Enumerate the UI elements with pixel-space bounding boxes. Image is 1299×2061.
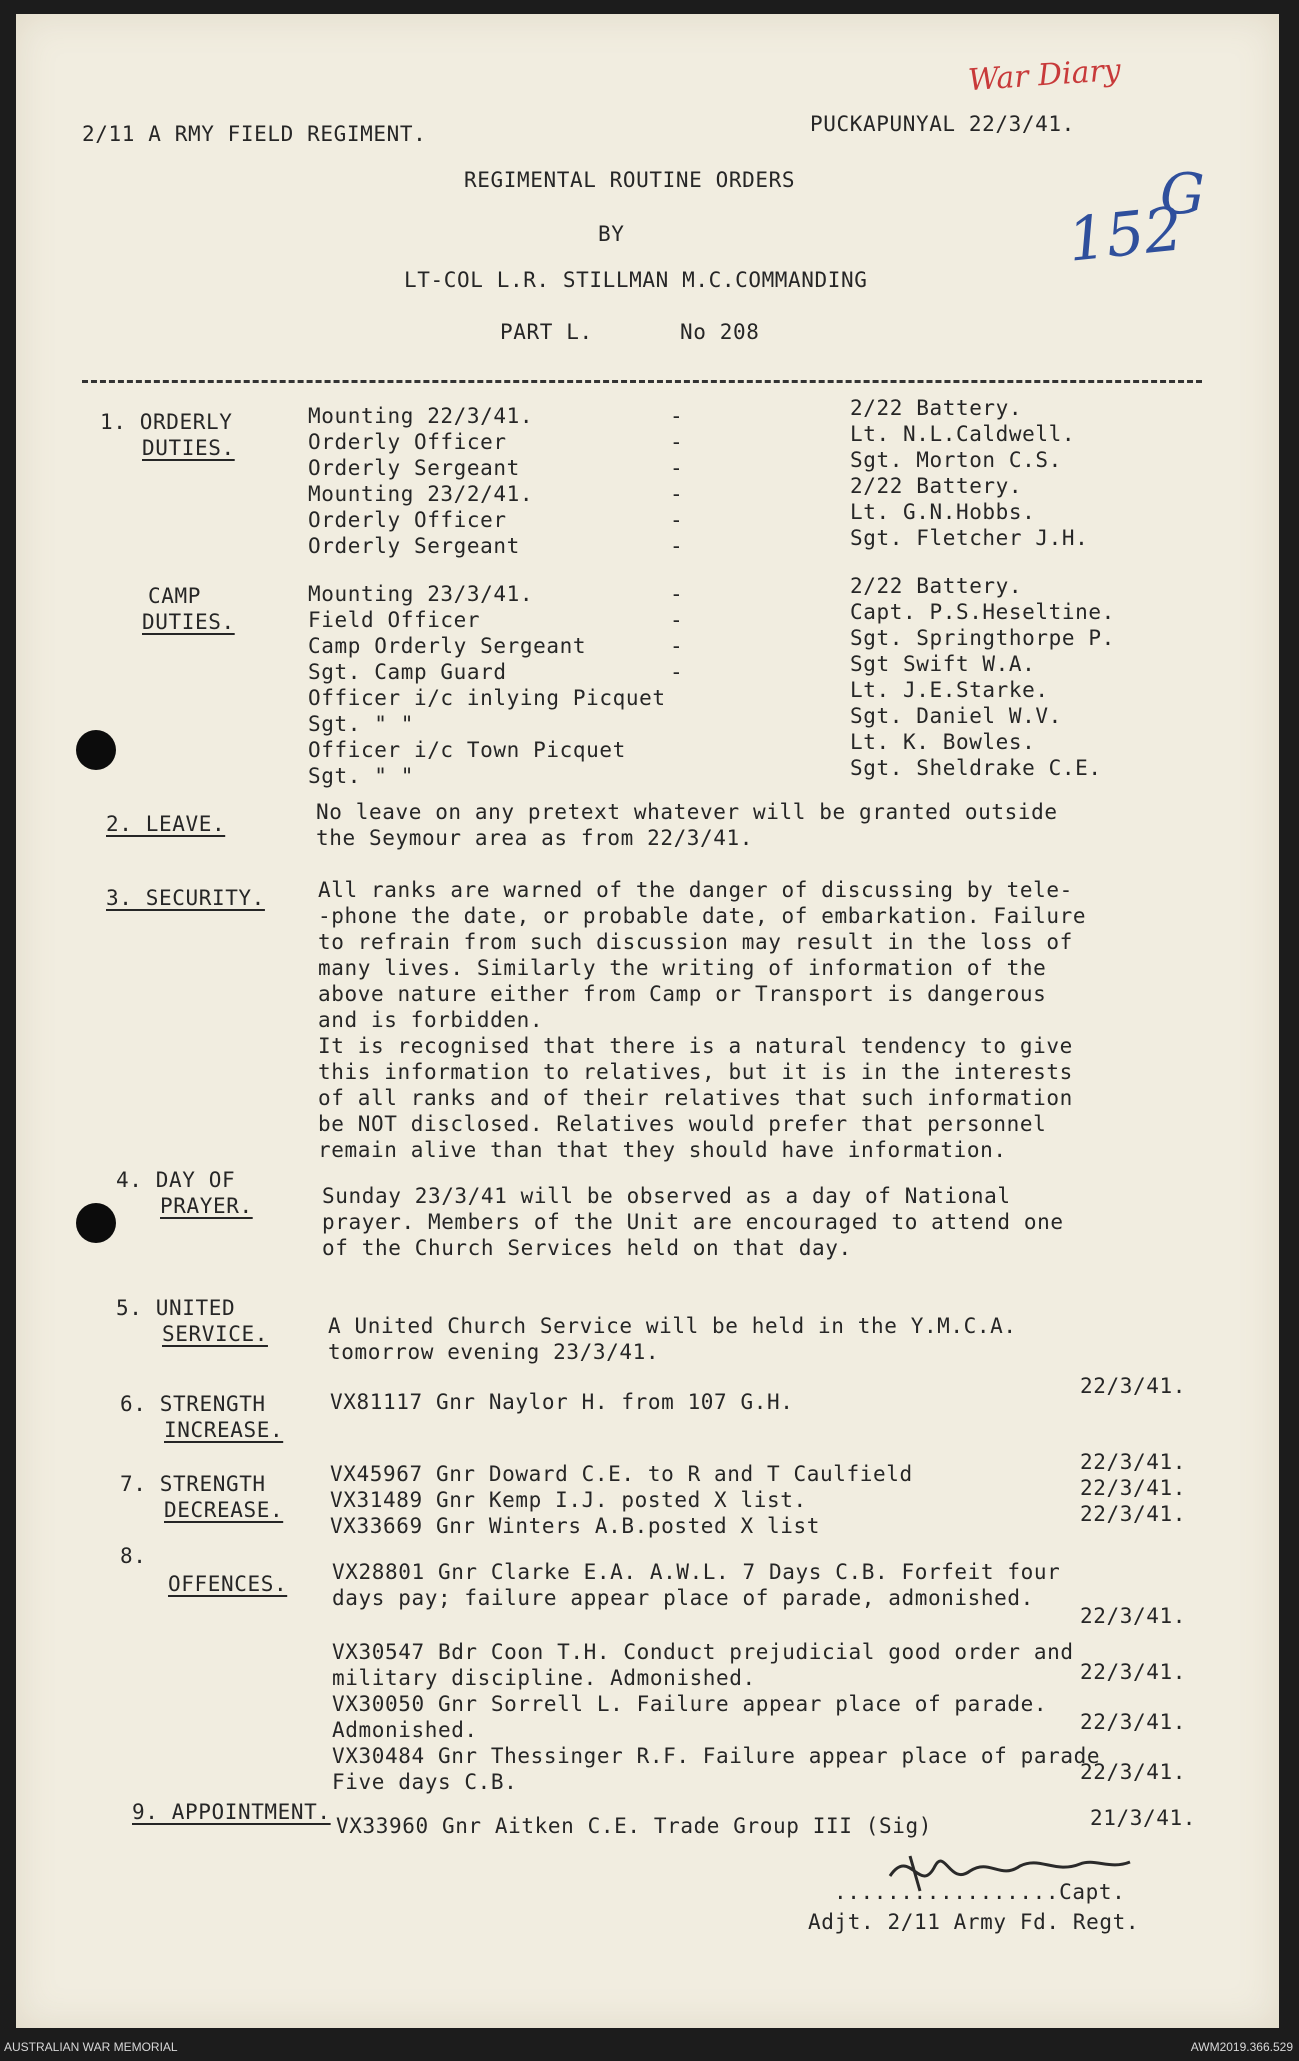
orderly-duty: Mounting 23/2/41.: [308, 482, 534, 506]
orderly-dash: -: [670, 456, 684, 480]
orderly-duty: Orderly Officer: [308, 508, 507, 532]
leave-label: 2. LEAVE.: [106, 812, 226, 836]
folio-suffix: G: [1160, 162, 1205, 227]
orderly-label-1: 1. ORDERLY: [100, 410, 233, 434]
strength-decrease-entry: VX31489 Gnr Kemp I.J. posted X list.: [330, 1488, 807, 1512]
offence-date: 22/3/41.: [1080, 1660, 1186, 1684]
orderly-who: 2/22 Battery.: [850, 396, 1023, 420]
strength-decrease-entry: VX33669 Gnr Winters A.B.posted X list: [330, 1514, 820, 1538]
offence-line: days pay; failure appear place of parade, admonished.: [332, 1586, 1034, 1610]
camp-who: Capt. P.S.Heseltine.: [850, 600, 1115, 624]
offence-date: 22/3/41.: [1080, 1710, 1186, 1734]
place-date: PUCKAPUNYAL 22/3/41.: [810, 112, 1075, 136]
footer-collection: AUSTRALIAN WAR MEMORIAL: [4, 2040, 178, 2054]
camp-dash: -: [670, 634, 684, 658]
security-line: be NOT disclosed. Relatives would prefer that personnel: [318, 1112, 1047, 1136]
strength-decrease-date: 22/3/41.: [1080, 1450, 1186, 1474]
orderly-dash: -: [670, 534, 684, 558]
camp-who: Lt. K. Bowles.: [850, 730, 1036, 754]
camp-dash: -: [670, 660, 684, 684]
strength-increase-date: 22/3/41.: [1080, 1374, 1186, 1398]
orderly-duty: Orderly Officer: [308, 430, 507, 454]
orderly-who: 2/22 Battery.: [850, 474, 1023, 498]
orderly-duty: Mounting 22/3/41.: [308, 404, 534, 428]
camp-duty: Officer i/c inlying Picquet: [308, 686, 666, 710]
commander: LT-COL L.R. STILLMAN M.C.COMMANDING: [404, 268, 868, 292]
orderly-who: Sgt. Morton C.S.: [850, 448, 1062, 472]
security-line: above nature either from Camp or Transport is dangerous: [318, 982, 1047, 1006]
strength-increase-label-2: INCREASE.: [164, 1418, 284, 1442]
camp-who: Sgt Swift W.A.: [850, 652, 1036, 676]
united-label-1: 5. UNITED: [116, 1296, 236, 1320]
footer-accession: AWM2019.366.529: [1190, 2040, 1293, 2054]
strength-decrease-date: 22/3/41.: [1080, 1502, 1186, 1526]
appointment-date: 21/3/41.: [1090, 1806, 1196, 1830]
united-line: tomorrow evening 23/3/41.: [328, 1340, 660, 1364]
orderly-duty: Orderly Sergeant: [308, 456, 520, 480]
orderly-dash: -: [670, 404, 684, 428]
orderly-who: Lt. N.L.Caldwell.: [850, 422, 1076, 446]
appointment-entry: VX33960 Gnr Aitken C.E. Trade Group III (Sig): [336, 1814, 932, 1838]
strength-decrease-label-1: 7. STRENGTH: [120, 1472, 266, 1496]
prayer-label-1: 4. DAY OF: [116, 1168, 236, 1192]
leave-line: No leave on any pretext whatever will be granted outside: [316, 800, 1058, 824]
security-line: this information to relatives, but it is in the interests: [318, 1060, 1073, 1084]
security-line: and is forbidden.: [318, 1008, 544, 1032]
appointment-label: 9. APPOINTMENT.: [132, 1800, 331, 1824]
strength-decrease-label-2: DECREASE.: [164, 1498, 284, 1522]
camp-dash: -: [670, 582, 684, 606]
security-line: many lives. Similarly the writing of information of the: [318, 956, 1047, 980]
security-label: 3. SECURITY.: [106, 886, 265, 910]
offences-number: 8.: [120, 1544, 147, 1568]
strength-decrease-entry: VX45967 Gnr Doward C.E. to R and T Caulfield: [330, 1462, 913, 1486]
orderly-dash: -: [670, 508, 684, 532]
camp-duty: Mounting 23/3/41.: [308, 582, 534, 606]
offence-line: VX30050 Gnr Sorrell L. Failure appear place of parade.: [332, 1692, 1048, 1716]
offence-line: VX30484 Gnr Thessinger R.F. Failure appear place of parade: [332, 1744, 1101, 1768]
camp-who: Sgt. Daniel W.V.: [850, 704, 1062, 728]
camp-who: Sgt. Sheldrake C.E.: [850, 756, 1102, 780]
offence-line: Admonished.: [332, 1718, 478, 1742]
unit-name: 2/11 A RMY FIELD REGIMENT.: [82, 122, 427, 146]
camp-who: Sgt. Springthorpe P.: [850, 626, 1115, 650]
folio-number: 152: [1064, 194, 1186, 276]
prayer-line: Sunday 23/3/41 will be observed as a day of National: [322, 1184, 1011, 1208]
camp-duty: Camp Orderly Sergeant: [308, 634, 587, 658]
offence-line: Five days C.B.: [332, 1770, 518, 1794]
title-by: BY: [598, 222, 625, 246]
war-diary-annotation: War Diary: [966, 52, 1122, 99]
camp-duty: Sgt. " ": [308, 764, 414, 788]
orderly-dash: -: [670, 482, 684, 506]
camp-label-2: DUTIES.: [142, 610, 235, 634]
adjutant-title: Adjt. 2/11 Army Fd. Regt.: [808, 1910, 1140, 1934]
offence-date: 22/3/41.: [1080, 1760, 1186, 1784]
camp-duty: Officer i/c Town Picquet: [308, 738, 626, 762]
leave-line: the Seymour area as from 22/3/41.: [316, 826, 754, 850]
united-label-2: SERVICE.: [162, 1322, 268, 1346]
prayer-line: of the Church Services held on that day.: [322, 1236, 852, 1260]
camp-duty: Sgt. Camp Guard: [308, 660, 507, 684]
camp-duty: Field Officer: [308, 608, 481, 632]
security-line: -phone the date, or probable date, of embarkation. Failure: [318, 904, 1087, 928]
security-line: remain alive than that they should have information.: [318, 1138, 1007, 1162]
offence-line: VX30547 Bdr Coon T.H. Conduct prejudicial good order and: [332, 1640, 1074, 1664]
offence-date: 22/3/41.: [1080, 1604, 1186, 1628]
part-label: PART L.: [500, 320, 593, 344]
header-divider: [82, 380, 1202, 383]
document-title: REGIMENTAL ROUTINE ORDERS: [464, 168, 796, 192]
camp-dash: -: [670, 608, 684, 632]
order-number: No 208: [680, 320, 760, 344]
prayer-label-2: PRAYER.: [160, 1194, 253, 1218]
security-line: of all ranks and of their relatives that such information: [318, 1086, 1073, 1110]
punch-hole-top: [76, 730, 116, 770]
offence-line: military discipline. Admonished.: [332, 1666, 756, 1690]
security-line: All ranks are warned of the danger of discussing by tele-: [318, 878, 1073, 902]
orderly-dash: -: [670, 430, 684, 454]
prayer-line: prayer. Members of the Unit are encouraged to attend one: [322, 1210, 1064, 1234]
orderly-who: Sgt. Fletcher J.H.: [850, 526, 1089, 550]
camp-duty: Sgt. " ": [308, 712, 414, 736]
offences-label: OFFENCES.: [168, 1572, 288, 1596]
strength-increase-label-1: 6. STRENGTH: [120, 1392, 266, 1416]
camp-who: Lt. J.E.Starke.: [850, 678, 1049, 702]
camp-who: 2/22 Battery.: [850, 574, 1023, 598]
strength-decrease-date: 22/3/41.: [1080, 1476, 1186, 1500]
orderly-label-2: DUTIES.: [142, 436, 235, 460]
punch-hole-bottom: [76, 1203, 116, 1243]
offence-line: VX28801 Gnr Clarke E.A. A.W.L. 7 Days C.B. Forfeit four: [332, 1560, 1061, 1584]
signature-line: .................Capt.: [834, 1880, 1126, 1904]
orderly-duty: Orderly Sergeant: [308, 534, 520, 558]
camp-label-1: CAMP: [148, 584, 201, 608]
security-line: to refrain from such discussion may result in the loss of: [318, 930, 1073, 954]
united-line: A United Church Service will be held in the Y.M.C.A.: [328, 1314, 1017, 1338]
security-line: It is recognised that there is a natural tendency to give: [318, 1034, 1073, 1058]
strength-increase-entry: VX81117 Gnr Naylor H. from 107 G.H.: [330, 1390, 794, 1414]
orderly-who: Lt. G.N.Hobbs.: [850, 500, 1036, 524]
